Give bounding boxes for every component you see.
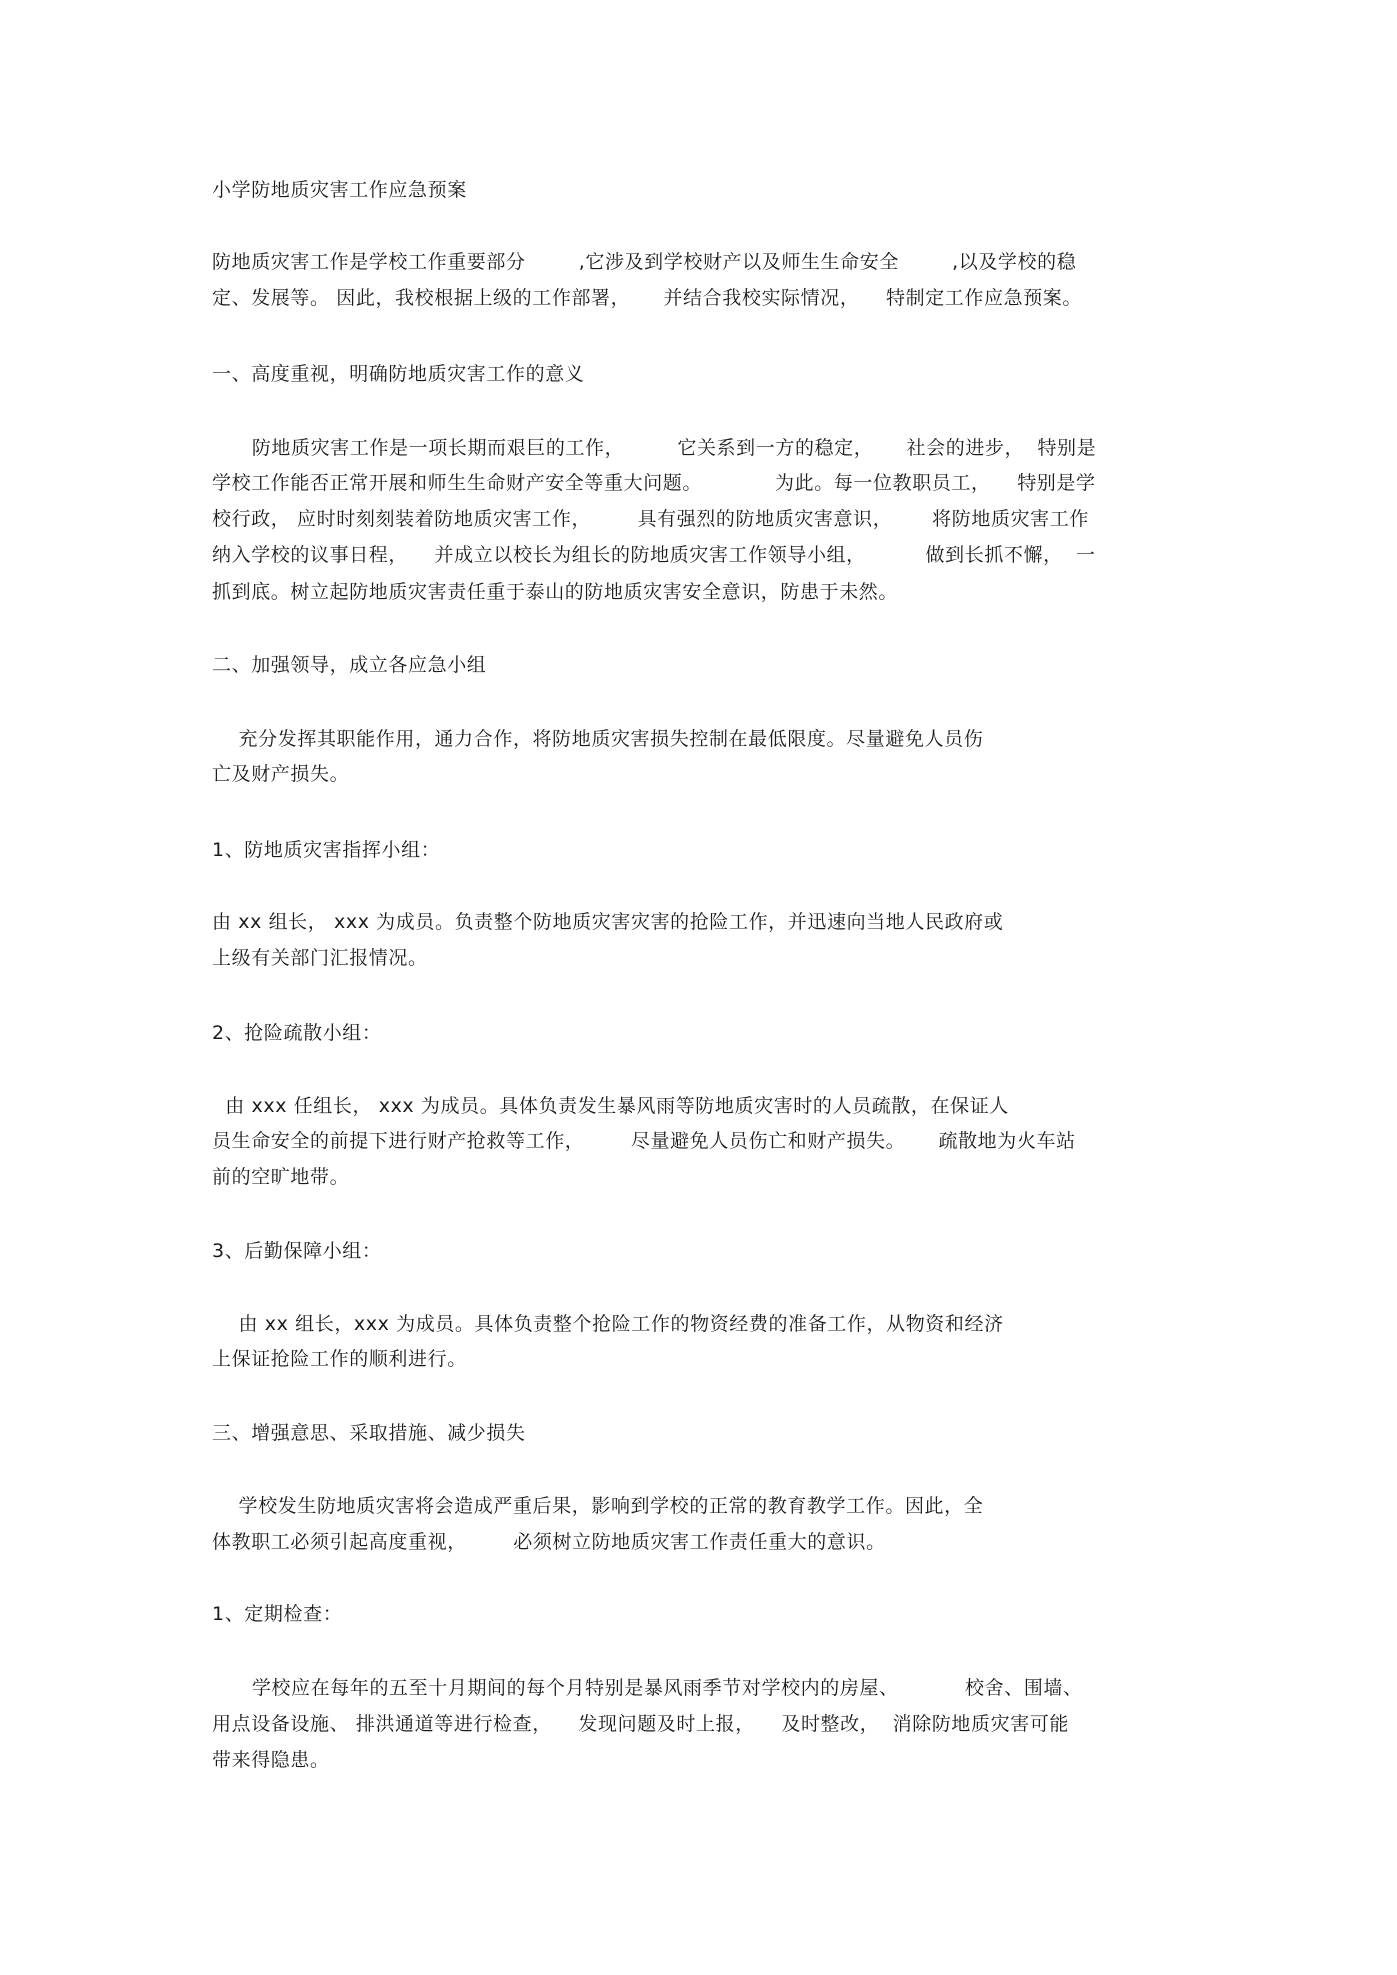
group2-line-2: 员生命安全的前提下进行财产抢救等工作， 尽量避免人员伤亡和财产损失。 疏散地为火车站 — [212, 1130, 1076, 1152]
section2-line-1: 充分发挥其职能作用，通力合作，将防地质灾害损失控制在最低限度。尽量避免人员伤 — [212, 728, 984, 750]
intro-line-2: 定、发展等。 因此，我校根据上级的工作部署， 并结合我校实际情况， 特制定工作应急预案。 — [212, 287, 1082, 309]
intro-line-1: 防地质灾害工作是学校工作重要部分 ,它涉及到学校财产以及师生生命安全 ,以及学校的稳 — [212, 251, 1077, 273]
section3-line-2: 体教职工必须引起高度重视， 必须树立防地质灾害工作责任重大的意识。 — [212, 1531, 886, 1553]
group1-line-2: 上级有关部门汇报情况。 — [212, 947, 428, 969]
item1-heading: 1、定期检查： — [212, 1603, 343, 1625]
group2-heading: 2、抢险疏散小组： — [212, 1022, 382, 1044]
section1-line-3: 校行政， 应时时刻刻装着防地质灾害工作， 具有强烈的防地质灾害意识， 将防地质灾害工作 — [212, 508, 1089, 530]
item1-line-2: 用点设备设施、 排洪通道等进行检查， 发现问题及时上报， 及时整改， 消除防地质灾害可能 — [212, 1713, 1070, 1735]
section2-line-2: 亡及财产损失。 — [212, 763, 350, 785]
section1-line-2: 学校工作能否正常开展和师生生命财产安全等重大问题。 为此。每一位教职员工， 特别是学 — [212, 472, 1096, 494]
group2-line-3: 前的空旷地带。 — [212, 1166, 350, 1188]
section1-line-5: 抓到底。树立起防地质灾害责任重于泰山的防地质灾害安全意识，防患于未然。 — [212, 581, 899, 603]
group1-line-1: 由 xx 组长， xxx 为成员。负责整个防地质灾害灾害的抢险工作，并迅速向当地人民政府或 — [212, 911, 1004, 933]
section1-heading: 一、高度重视，明确防地质灾害工作的意义 — [212, 363, 585, 385]
group3-heading: 3、后勤保障小组： — [212, 1240, 382, 1262]
section1-line-1: 防地质灾害工作是一项长期而艰巨的工作， 它关系到一方的稳定， 社会的进步， 特别是 — [212, 437, 1097, 459]
section1-line-4: 纳入学校的议事日程， 并成立以校长为组长的防地质灾害工作领导小组， 做到长抓不懈， 一 — [212, 544, 1096, 566]
section3-heading: 三、增强意思、采取措施、减少损失 — [212, 1422, 526, 1444]
group2-line-1: 由 xxx 任组长， xxx 为成员。具体负责发生暴风雨等防地质灾害时的人员疏散，在保证人 — [212, 1095, 1009, 1117]
section3-line-1: 学校发生防地质灾害将会造成严重后果，影响到学校的正常的教育教学工作。因此，全 — [212, 1495, 984, 1517]
item1-line-3: 带来得隐患。 — [212, 1749, 330, 1771]
group1-heading: 1、防地质灾害指挥小组： — [212, 839, 441, 861]
group3-line-1: 由 xx 组长，xxx 为成员。具体负责整个抢险工作的物资经费的准备工作，从物资和经济 — [212, 1313, 1004, 1335]
item1-line-1: 学校应在每年的五至十月期间的每个月特别是暴风雨季节对学校内的房屋、 校舍、围墙、 — [212, 1677, 1083, 1699]
document-title: 小学防地质灾害工作应急预案 — [212, 179, 467, 201]
group3-line-2: 上保证抢险工作的顺利进行。 — [212, 1348, 467, 1370]
section2-heading: 二、加强领导，成立各应急小组 — [212, 654, 487, 676]
